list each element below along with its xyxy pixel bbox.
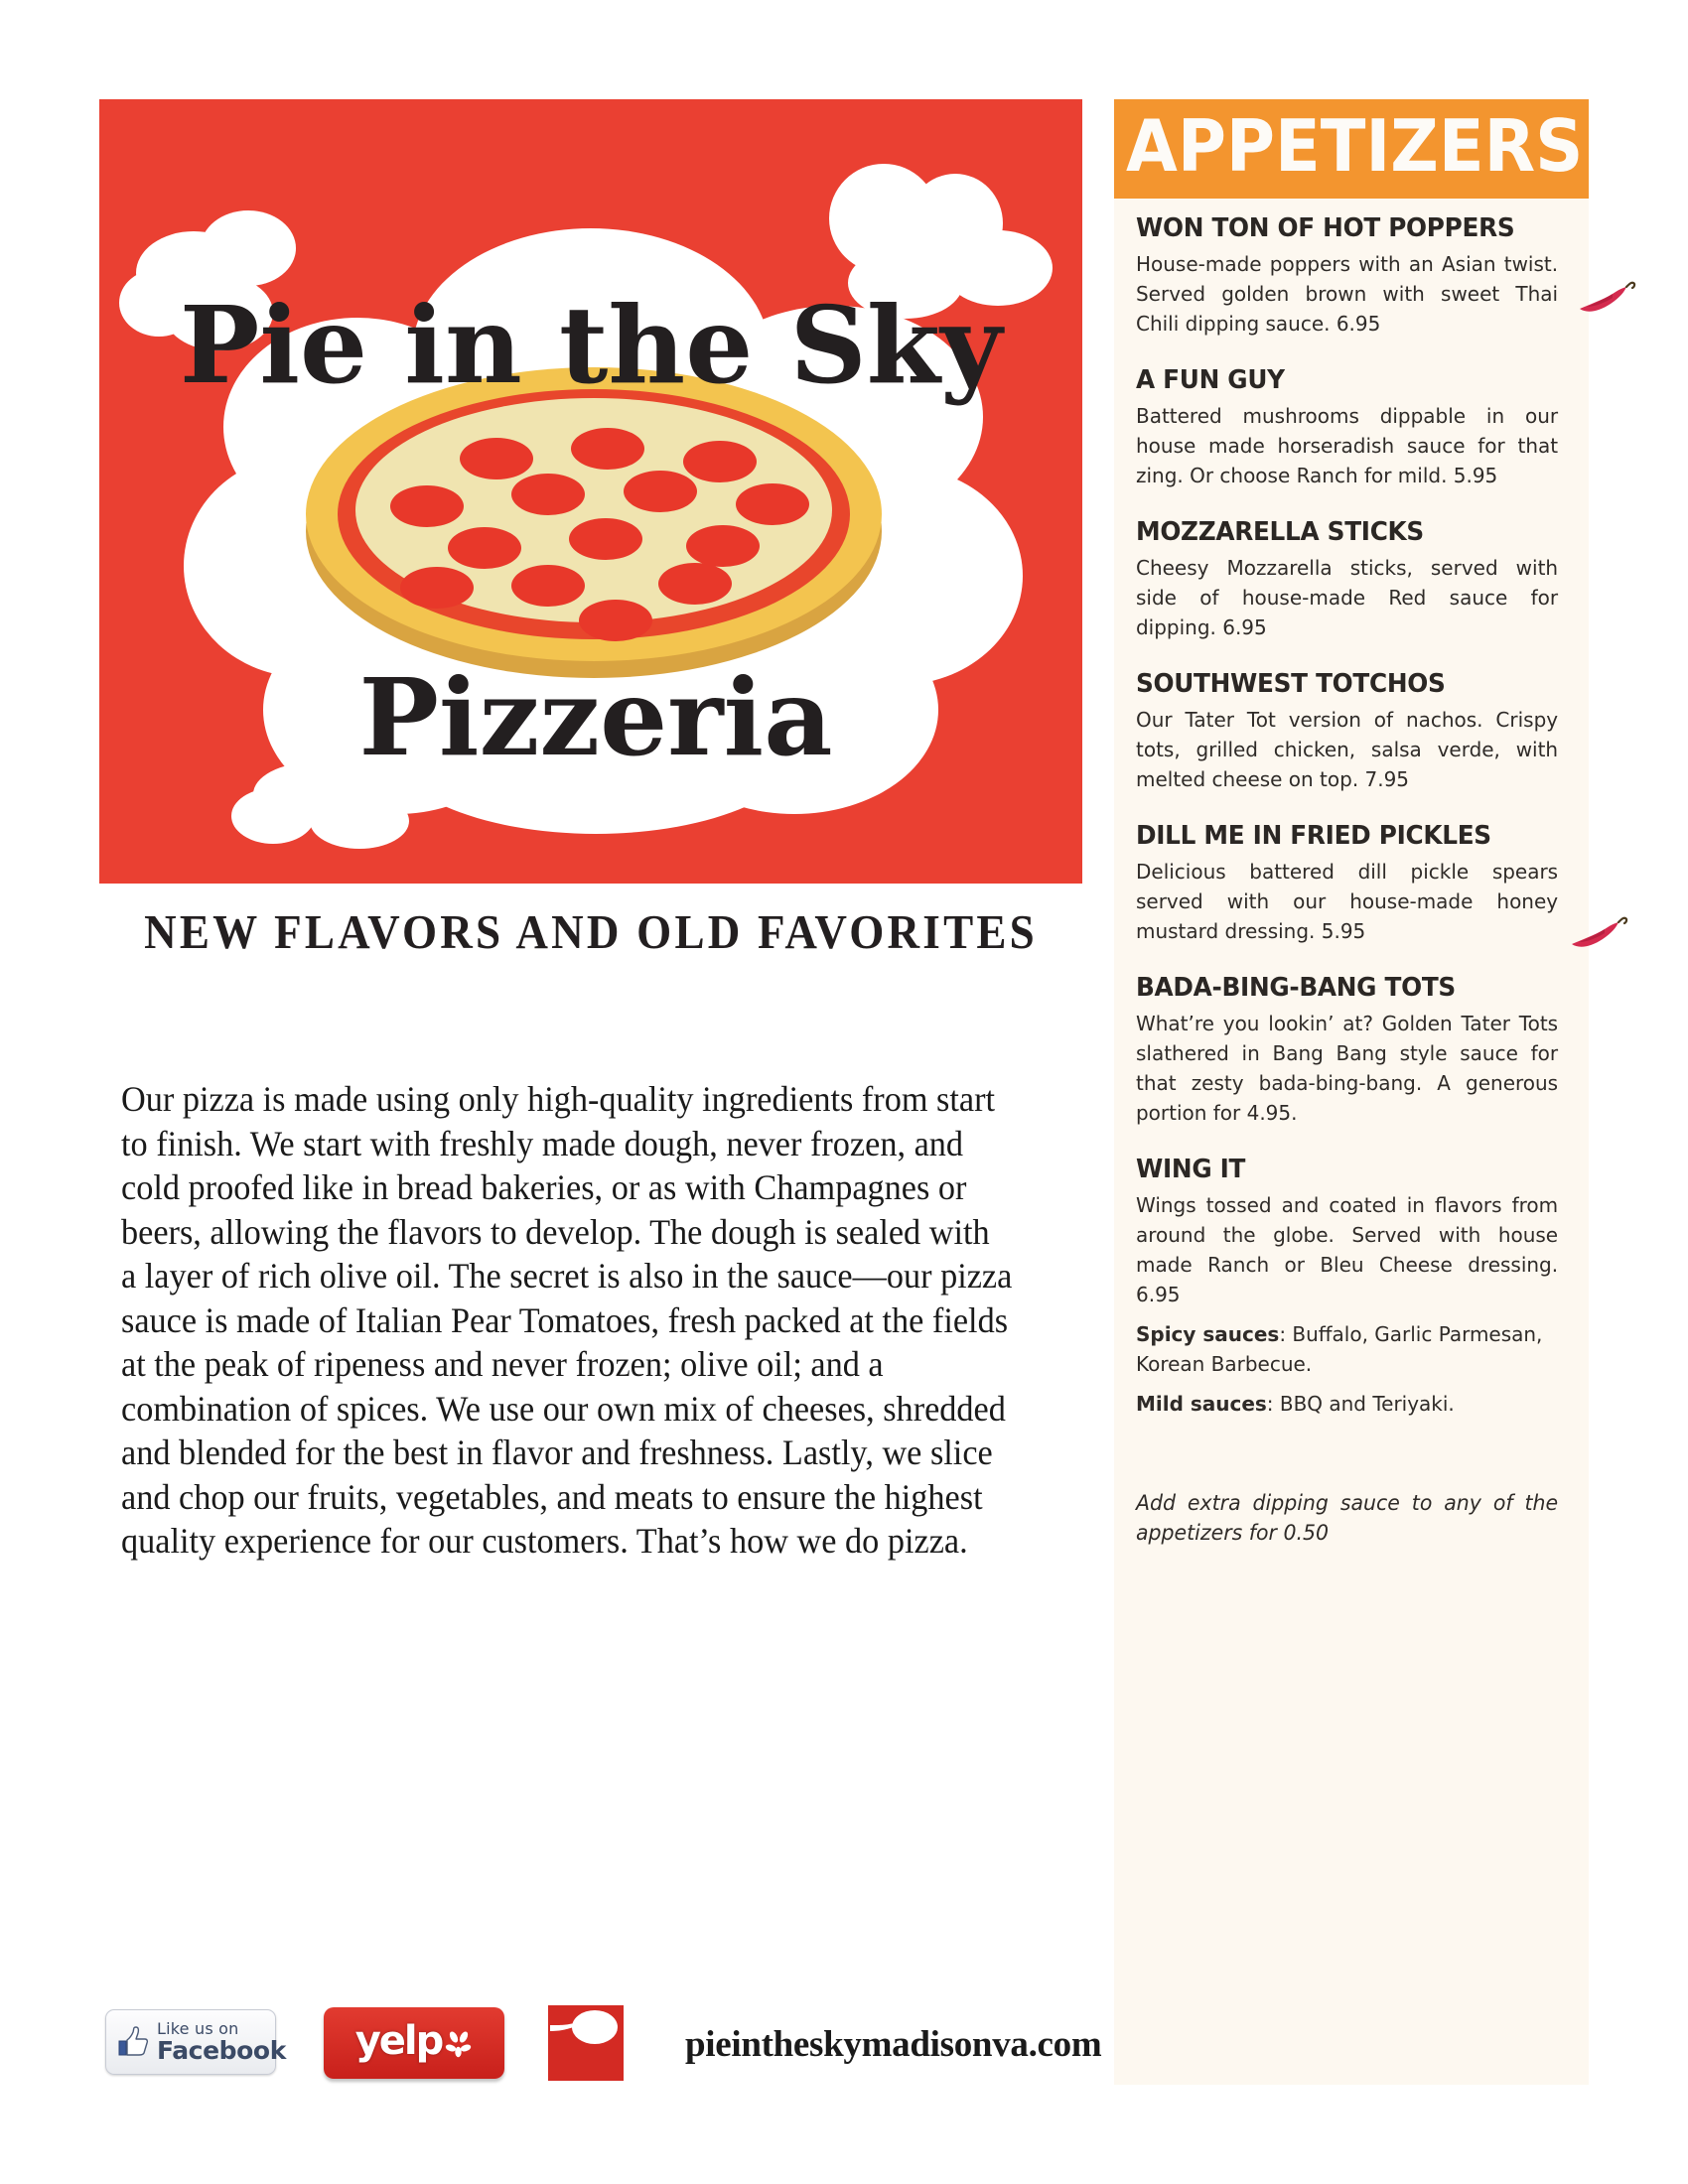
logo-title-line2: Pizzeria xyxy=(358,656,833,780)
logo-title-line1: Pie in the Sky xyxy=(179,284,1003,408)
footer xyxy=(99,1997,1102,2107)
menu-item-name: SOUTHWEST TOTCHOS xyxy=(1136,669,1446,699)
menu-item[interactable] xyxy=(1136,972,1569,1128)
menu-item-description: House-made poppers with an Asian twist. Served golden brown with sweet Thai Chili dipping sauce. 6.95 xyxy=(1136,252,1559,336)
spicy-sauces-label: Spicy sauces xyxy=(1136,1322,1280,1346)
facebook-line2: Facebook xyxy=(157,2036,286,2065)
social-badge-three[interactable] xyxy=(548,2005,624,2081)
menu-item[interactable] xyxy=(1136,668,1569,794)
restaurant-logo xyxy=(99,99,1082,884)
mild-sauces-label: Mild sauces xyxy=(1136,1392,1267,1416)
menu-item[interactable] xyxy=(1136,516,1569,642)
spicy-sauces-line xyxy=(1136,1319,1558,1379)
chili-pepper-icon xyxy=(1577,276,1638,318)
facebook-like-button[interactable] xyxy=(105,2009,286,2075)
facebook-line1: Like us on xyxy=(157,2019,239,2038)
menu-item-description: Our Tater Tot version of nachos. Crispy tots, grilled chicken, salsa verde, with melted cheese on top. 7.95 xyxy=(1136,708,1559,791)
mild-sauces-line xyxy=(1136,1389,1558,1419)
menu-item-name: BADA-BING-BANG TOTS xyxy=(1136,973,1456,1003)
menu-item-description: Battered mushrooms dippable in our house made horseradish sauce for that zing. Or choose Ranch for mild. 5.95 xyxy=(1136,404,1559,487)
menu-item-name: WON TON OF HOT POPPERS xyxy=(1136,213,1515,243)
balloon-icon xyxy=(548,2005,624,2081)
menu-item[interactable] xyxy=(1136,364,1569,490)
menu-item-name: A FUN GUY xyxy=(1136,365,1285,395)
page-tagline: NEW FLAVORS AND OLD FAVORITES xyxy=(144,904,1038,959)
menu-item[interactable] xyxy=(1136,212,1569,339)
website-url[interactable]: pieintheskymadisonva.com xyxy=(685,2024,1102,2065)
appetizers-panel xyxy=(1114,99,1589,2085)
menu-item-description: What’re you lookin’ at? Golden Tater Tots slathered in Bang Bang style sauce for that zesty bada-bing-bang. A generous portion for 4.95. xyxy=(1136,1012,1559,1125)
spicy-sauces-value: : Buffalo, Garlic Parmesan, Korean Barbecue. xyxy=(1136,1322,1543,1376)
pizza-illustration-icon xyxy=(306,367,882,678)
extra-dipping-sauce-note: Add extra dipping sauce to any of the appetizers for 0.50 xyxy=(1136,1491,1559,1545)
appetizers-list xyxy=(1114,199,1589,1548)
mild-sauces-value: : BBQ and Teriyaki. xyxy=(1266,1392,1455,1416)
menu-item-name: WING IT xyxy=(1136,1155,1246,1184)
appetizers-banner xyxy=(1114,99,1589,199)
menu-item[interactable] xyxy=(1136,1154,1569,1419)
appetizers-heading: APPETIZERS xyxy=(1126,104,1584,188)
facebook-label-group xyxy=(157,2021,286,2063)
intro-paragraph: Our pizza is made using only high-quality ingredients from start to finish. We start with freshly made dough, never frozen, and cold proofed like in bread bakeries, or as with Champagnes or beers, allowing the flavors to develop. The dough is sealed with a layer of rich olive oil. The secret is also in the sauce—our pizza sauce is made of Italian Pear Tomatoes, fresh packed at the fields at the peak of ripeness and never frozen; olive oil; and a combination of spices. We use our own mix of cheeses, shredded and blended for the best in flavor and freshness. Lastly, we slice and chop our fruits, vegetables, and meats to ensure the highest quality experience for our customers. That’s how we do pizza. xyxy=(121,1079,1013,1561)
yelp-button[interactable] xyxy=(324,2007,504,2079)
menu-item-name: MOZZARELLA STICKS xyxy=(1136,517,1424,547)
thumbs-up-icon xyxy=(115,2024,151,2060)
chili-pepper-icon xyxy=(1569,911,1630,953)
menu-item-name: DILL ME IN FRIED PICKLES xyxy=(1136,821,1491,851)
yelp-burst-icon xyxy=(443,2028,473,2058)
menu-item[interactable] xyxy=(1136,820,1569,946)
logo-artwork xyxy=(99,99,1082,884)
yelp-label: yelp xyxy=(354,2018,443,2064)
menu-item-description: Wings tossed and coated in flavors from around the globe. Served with house made Ranch or Bleu Cheese dressing. 6.95 xyxy=(1136,1193,1559,1306)
menu-item-description: Delicious battered dill pickle spears served with our house-made honey mustard dressing. 5.95 xyxy=(1136,860,1559,943)
menu-item-description: Cheesy Mozzarella sticks, served with side of house-made Red sauce for dipping. 6.95 xyxy=(1136,556,1559,639)
